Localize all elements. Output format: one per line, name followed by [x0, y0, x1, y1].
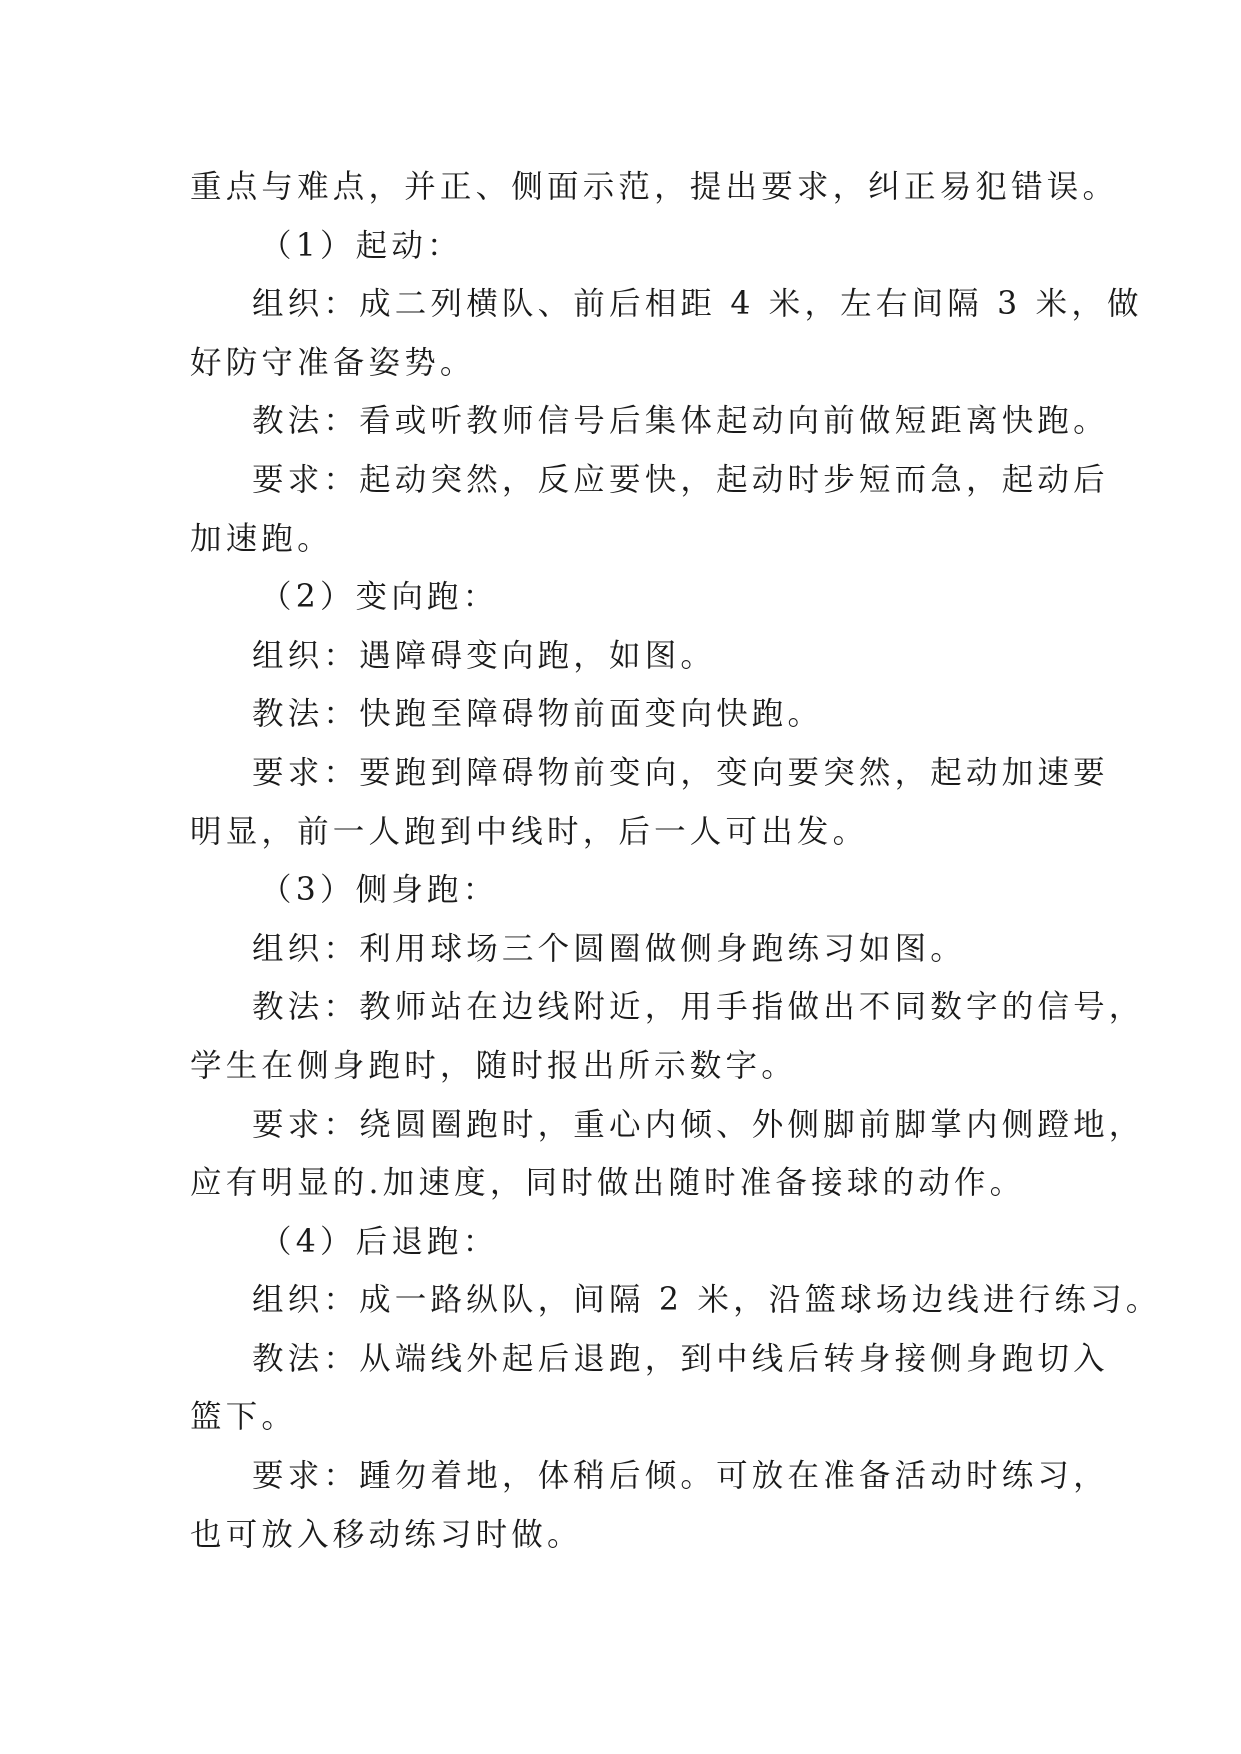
- paragraph-line: 好防守准备姿势。: [190, 344, 476, 381]
- paragraph-line: 重点与难点，并正、侧面示范，提出要求，纠正易犯错误。: [190, 169, 1119, 205]
- paragraph-line: 学生在侧身跑时，随时报出所示数字。: [190, 1047, 797, 1084]
- paragraph-line: 也可放入移动练习时做。: [190, 1516, 583, 1553]
- paragraph-line: 组织：遇障碍变向跑，如图。: [252, 637, 717, 674]
- paragraph-line: 要求：起动突然，反应要快，起动时步短而急，起动后: [252, 461, 1109, 498]
- paragraph-line: 要求：踵勿着地，体稍后倾。可放在准备活动时练习，: [252, 1458, 1109, 1495]
- paragraph-line: 教法：从端线外起后退跑，到中线后转身接侧身跑切入: [252, 1340, 1109, 1377]
- section-heading-side-run: （3）侧身跑：: [260, 872, 499, 909]
- document-body: [190, 158, 1162, 1564]
- paragraph-line: 加速跑。: [190, 520, 333, 557]
- paragraph-line: 教法：教师站在边线附近，用手指做出不同数字的信号，: [252, 989, 1145, 1026]
- paragraph-line: 明显，前一人跑到中线时，后一人可出发。: [190, 813, 869, 850]
- paragraph-line: 组织：成一路纵队，间隔 2 米，沿篮球场边线进行练习。: [252, 1282, 1162, 1319]
- section-heading-start: （1）起动：: [260, 227, 463, 264]
- paragraph-line: 教法：看或听教师信号后集体起动向前做短距离快跑。: [252, 403, 1109, 440]
- section-heading-backward-run: （4）后退跑：: [260, 1223, 499, 1260]
- paragraph-line: 教法：快跑至障碍物前面变向快跑。: [252, 696, 824, 733]
- paragraph-line: 要求：要跑到障碍物前变向，变向要突然，起动加速要: [252, 754, 1109, 791]
- section-heading-direction-change: （2）变向跑：: [260, 579, 499, 616]
- paragraph-line: 应有明显的.加速度，同时做出随时准备接球的动作。: [190, 1165, 1026, 1202]
- paragraph-line: 组织：成二列横队、前后相距 4 米，左右间隔 3 米，做: [252, 286, 1143, 323]
- paragraph-line: 篮下。: [190, 1399, 298, 1436]
- paragraph-line: 要求：绕圆圈跑时，重心内倾、外侧脚前脚掌内侧蹬地，: [252, 1106, 1145, 1143]
- paragraph-line: 组织：利用球场三个圆圈做侧身跑练习如图。: [252, 930, 967, 967]
